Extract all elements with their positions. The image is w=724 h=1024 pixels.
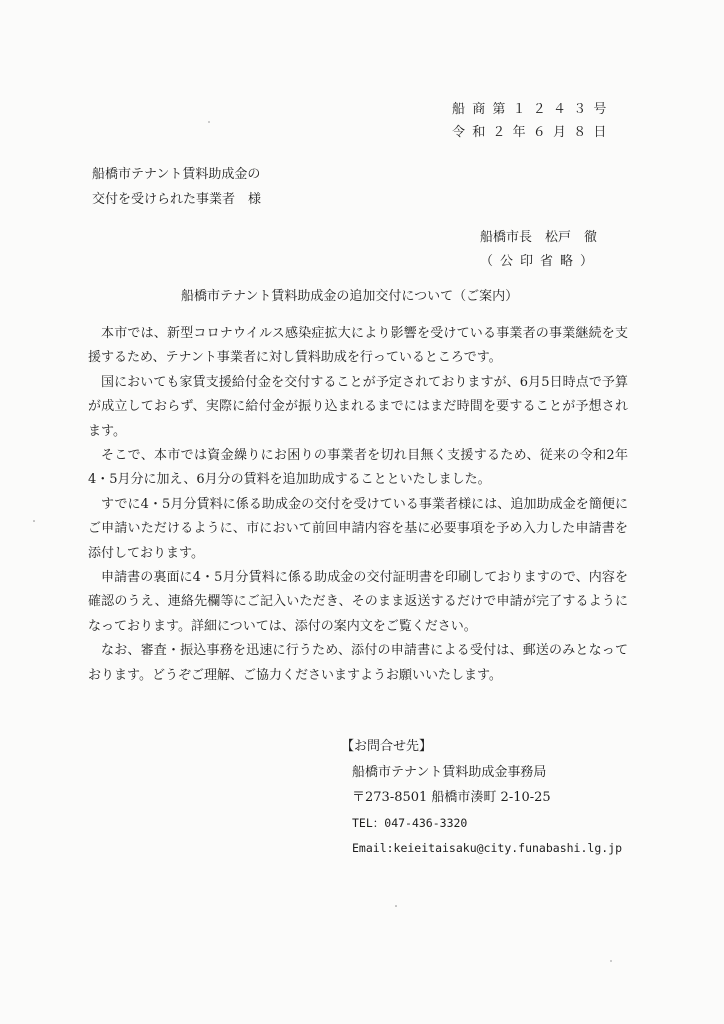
body-paragraph: 申請書の裏面に4・5月分賃料に係る助成金の交付証明書を印刷しておりますので、内容を確認のうえ、連絡先欄等にご記入いただき、そのまま返送するだけで申請が完了するようになっております。詳細については、添付の案内文をご覧ください。 [88,570,628,634]
recipient-block [92,162,261,212]
letter-subject: 船橋市テナント賃料助成金の追加交付について（ご案内） [181,289,519,304]
seal-note: （公印省略） [480,254,601,269]
reference-number: 船商第１２４３号 [452,102,614,117]
contact-address: 〒273-8501 船橋市湊町 2-10-25 [352,790,551,805]
scan-speck [208,121,210,123]
recipient-line-1: 船橋市テナント賃料助成金の [92,167,261,182]
contact-phone: TEL：047-436-3320 [352,815,468,830]
contact-email: Email:keieitaisaku@city.funabashi.lg.jp [352,841,623,855]
recipient-line-2: 交付を受けられた事業者 様 [92,192,262,207]
scan-speck [610,960,612,962]
reference-block [452,98,614,144]
body-paragraph: なお、審査・振込事務を迅速に行うため、添付の申請書による受付は、郵送のみとなっております。どうぞご理解、ご協力くださいますようお願いいたします。 [88,643,628,683]
contact-heading: 【お問合せ先】 [341,739,433,754]
sender-block [480,226,600,274]
body-paragraph: 国においても家賃支援給付金を交付することが予定されておりますが、6月5日時点で予算が成立しておらず、実際に給付金が振り込まれるまでにはまだ時間を要することが予想されます。 [88,374,628,439]
contact-office: 船橋市テナント賃料助成金事務局 [352,764,547,780]
issue-date: 令和２年６月８日 [452,125,614,140]
body-paragraph: そこで、本市では資金繰りにお困りの事業者を切れ目無く支援するため、従来の令和2年4・5月分に加え、6月分の賃料を追加助成することといたしました。 [88,448,628,488]
scan-speck [395,905,397,907]
body-paragraph: 本市では、新型コロナウイルス感染症拡大により影響を受けている事業者の事業継続を支援するため、テナント事業者に対し賃料助成を行っているところです。 [88,326,628,366]
scan-speck [33,520,35,522]
sender-name: 船橋市長 松戸 徹 [480,230,598,245]
body-paragraph: すでに4・5月分賃料に係る助成金の交付を受けている事業者様には、追加助成金を簡便にご申請いただけるように、市において前回申請内容を基に必要事項を予め入力した申請書を添付しております。 [88,496,628,561]
letter-body [88,322,628,688]
contact-block [341,734,622,862]
